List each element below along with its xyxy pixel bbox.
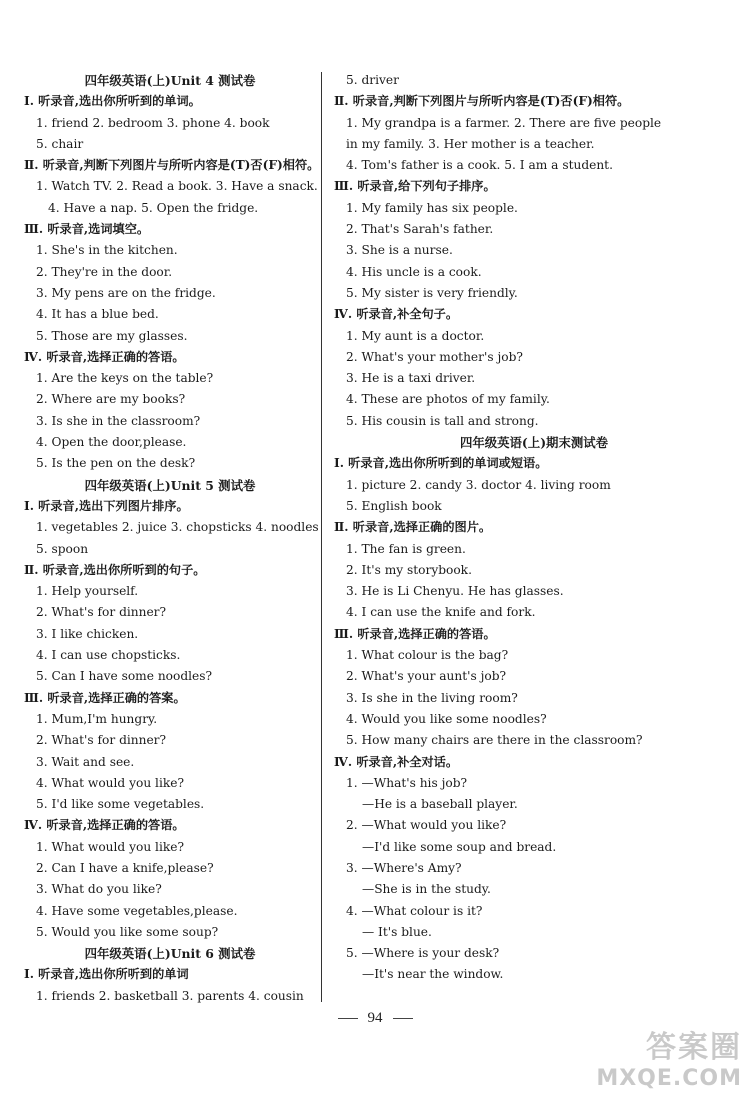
text-line: 1. —What's his job? [346, 775, 468, 790]
text-line: 3. —Where's Amy? [346, 860, 462, 875]
section-heading: Ⅲ. 听录音,给下列句子排序。 [334, 179, 496, 194]
section-heading: Ⅰ. 听录音,选出你所听到的单词。 [24, 94, 201, 109]
text-line: 1. My grandpa is a farmer. 2. There are five people [346, 115, 662, 130]
text-line: 4. Have some vegetables,please. [36, 903, 238, 918]
text-line: 1. vegetables 2. juice 3. chopsticks 4. noodles [36, 520, 319, 535]
text-line: 5. Would you like some soup? [36, 924, 219, 939]
watermark [596, 1022, 742, 1091]
text-line: 2. They're in the door. [36, 264, 173, 279]
left-column [24, 70, 320, 1007]
text-line: 2. That's Sarah's father. [346, 222, 494, 237]
text-line: 1. My family has six people. [346, 200, 518, 215]
text-line: —It's near the window. [362, 967, 504, 982]
section-heading: Ⅲ. 听录音,选词填空。 [24, 222, 150, 237]
text-line: 2. Can I have a knife,please? [36, 860, 214, 875]
text-line: 4. Have a nap. 5. Open the fridge. [48, 200, 259, 215]
section-heading: Ⅳ. 听录音,补全对话。 [334, 754, 459, 769]
text-line: 1. Help yourself. [36, 584, 139, 599]
text-line: 5. My sister is very friendly. [346, 285, 518, 300]
footer-dash-right [393, 1018, 413, 1019]
text-line: 3. My pens are on the fridge. [36, 285, 216, 300]
test-title: 四年级英语(上)Unit 5 测试卷 [84, 477, 256, 493]
text-line: 3. Is she in the classroom? [36, 413, 201, 428]
text-line: 4. It has a blue bed. [36, 307, 159, 322]
text-line: 3. She is a nurse. [346, 243, 453, 258]
text-line: 5. His cousin is tall and strong. [346, 413, 539, 428]
text-line: 2. What's your aunt's job? [346, 669, 507, 684]
text-line: 3. He is a taxi driver. [346, 371, 476, 386]
text-line: 5. Can I have some noodles? [36, 669, 213, 684]
text-line: 2. —What would you like? [346, 818, 507, 833]
section-heading: Ⅱ. 听录音,选择正确的图片。 [334, 520, 492, 535]
section-heading: Ⅱ. 听录音,选出你所听到的句子。 [24, 562, 206, 577]
text-line: 1. Watch TV. 2. Read a book. 3. Have a snack. [36, 179, 318, 194]
section-heading: Ⅱ. 听录音,判断下列图片与所听内容是(T)否(F)相符。 [334, 94, 630, 109]
section-heading: Ⅳ. 听录音,选择正确的答语。 [24, 349, 185, 364]
text-line: 4. Open the door,please. [36, 435, 187, 450]
watermark-url: MXQE.COM [596, 1066, 742, 1091]
text-line: 1. The fan is green. [346, 541, 466, 556]
text-line: 2. It's my storybook. [346, 562, 472, 577]
footer-dash-left [338, 1018, 358, 1019]
text-line: 2. What's for dinner? [36, 605, 167, 620]
text-line: 5. chair [36, 136, 84, 151]
text-line: 4. I can use the knife and fork. [346, 605, 536, 620]
test-title: 四年级英语(上)期末测试卷 [459, 435, 609, 451]
text-line: 1. Mum,I'm hungry. [36, 711, 158, 726]
text-line: 4. These are photos of my family. [346, 392, 550, 407]
text-line: 5. I'd like some vegetables. [36, 797, 205, 812]
section-heading: Ⅳ. 听录音,选择正确的答语。 [24, 818, 185, 833]
text-line: 3. I like chicken. [36, 626, 139, 641]
text-line: —He is a baseball player. [362, 797, 518, 812]
text-line: 2. What's your mother's job? [346, 349, 523, 364]
text-line: — It's blue. [362, 924, 432, 939]
test-title: 四年级英语(上)Unit 4 测试卷 [84, 73, 256, 88]
text-line: —She is in the study. [362, 882, 491, 897]
section-heading: Ⅱ. 听录音,判断下列图片与所听内容是(T)否(F)相符。 [24, 158, 320, 173]
text-line: 1. Are the keys on the table? [36, 371, 214, 386]
text-line: in my family. 3. Her mother is a teacher. [346, 136, 595, 151]
text-line: 4. I can use chopsticks. [36, 648, 181, 663]
text-line: —I'd like some soup and bread. [362, 839, 557, 854]
text-line: 1. My aunt is a doctor. [346, 328, 485, 343]
section-heading: Ⅲ. 听录音,选择正确的答案。 [24, 690, 186, 705]
text-line: 2. Where are my books? [36, 392, 186, 407]
text-line: 3. Wait and see. [36, 754, 135, 769]
text-line: 1. What would you like? [36, 839, 184, 854]
text-line: 1. What colour is the bag? [346, 648, 509, 663]
text-line: 5. —Where is your desk? [346, 946, 500, 961]
section-heading: Ⅲ. 听录音,选择正确的答语。 [334, 626, 496, 641]
section-heading: Ⅰ. 听录音,选出你所听到的单词或短语。 [334, 456, 548, 471]
column-divider [321, 72, 322, 1002]
text-line: 1. friend 2. bedroom 3. phone 4. book [36, 115, 270, 130]
text-line: 5. Is the pen on the desk? [36, 456, 196, 471]
text-line: 4. —What colour is it? [346, 903, 483, 918]
text-line: 1. friends 2. basketball 3. parents 4. cousin [36, 988, 304, 1003]
text-line: 1. She's in the kitchen. [36, 243, 178, 258]
text-line: 5. English book [346, 498, 442, 513]
text-line: 1. picture 2. candy 3. doctor 4. living room [346, 477, 611, 492]
text-line: 4. What would you like? [36, 775, 184, 790]
text-line: 4. Would you like some noodles? [346, 711, 547, 726]
text-line: 5. Those are my glasses. [36, 328, 188, 343]
text-line: 3. Is she in the living room? [346, 690, 518, 705]
text-line: 4. His uncle is a cook. [346, 264, 482, 279]
right-column [334, 70, 734, 986]
text-line: 4. Tom's father is a cook. 5. I am a student. [346, 158, 613, 173]
section-heading: Ⅰ. 听录音,选出下列图片排序。 [24, 498, 189, 513]
text-line: 5. spoon [36, 541, 89, 556]
test-title: 四年级英语(上)Unit 6 测试卷 [84, 946, 256, 962]
text-line: 3. What do you like? [36, 882, 162, 897]
section-heading: Ⅳ. 听录音,补全句子。 [334, 307, 459, 322]
page-number: 94 [367, 1010, 383, 1026]
text-line: 5. driver [346, 73, 399, 87]
section-heading: Ⅰ. 听录音,选出你所听到的单词 [24, 967, 189, 982]
text-line: 2. What's for dinner? [36, 733, 167, 748]
watermark-logo-text: 答案圈 [646, 1030, 742, 1065]
text-line: 5. How many chairs are there in the classroom? [346, 733, 643, 748]
text-line: 3. He is Li Chenyu. He has glasses. [346, 584, 564, 599]
